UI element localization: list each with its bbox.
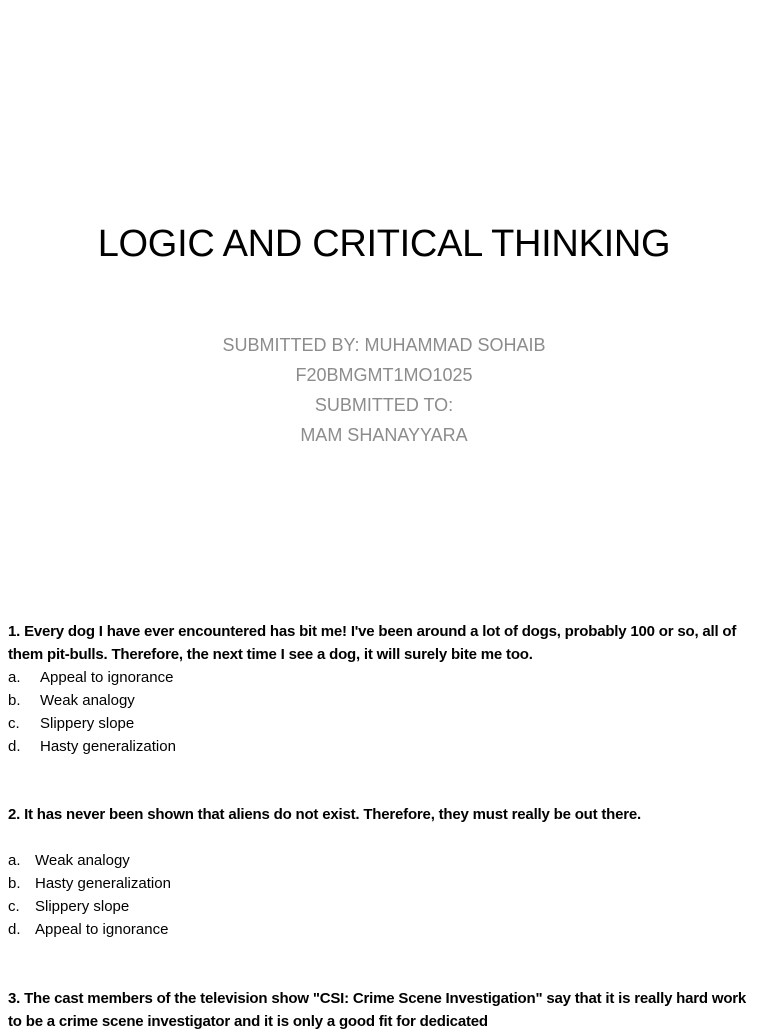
questions-page — [8, 620, 760, 1030]
submitted-by-line: SUBMITTED BY: MUHAMMAD SOHAIB — [222, 335, 546, 355]
submitted-to-line: SUBMITTED TO: — [314, 395, 454, 415]
option-item — [8, 895, 760, 918]
option-label: Slippery slope — [40, 715, 135, 732]
option-item — [8, 872, 760, 895]
question-2-text: 2. It has never been shown that aliens do not exist. Therefore, they must really be out there. — [8, 806, 642, 823]
question-2-options — [8, 849, 760, 941]
option-item — [8, 666, 760, 689]
question-3 — [8, 987, 760, 1033]
option-letter: d. — [8, 921, 21, 938]
option-letter: c. — [8, 715, 20, 732]
option-label: Weak analogy — [35, 852, 130, 869]
student-id-line: F20BMGMT1MO1025 — [295, 365, 473, 385]
option-item — [8, 712, 760, 735]
option-label: Slippery slope — [35, 898, 130, 915]
question-1-options — [8, 666, 760, 758]
question-3-text: 3. The cast members of the television show "CSI: Crime Scene Investigation" say that it is really hard work to be a crime scene investigator and it is only a good fit for dedicated — [8, 990, 747, 1030]
question-1 — [8, 620, 760, 758]
instructor-name-line: MAM SHANAYYARA — [300, 425, 468, 445]
subtitle-block — [0, 330, 768, 450]
page-title: LOGIC AND CRITICAL THINKING — [97, 223, 671, 265]
option-label: Weak analogy — [40, 692, 135, 709]
option-label: Appeal to ignorance — [35, 921, 169, 938]
option-letter: a. — [8, 852, 21, 869]
option-letter: d. — [8, 738, 21, 755]
option-letter: a. — [8, 669, 21, 686]
option-item — [8, 849, 760, 872]
option-item — [8, 735, 760, 758]
question-2 — [8, 803, 760, 941]
option-letter: c. — [8, 898, 20, 915]
option-label: Appeal to ignorance — [40, 669, 174, 686]
option-label: Hasty generalization — [40, 738, 176, 755]
option-letter: b. — [8, 692, 21, 709]
option-letter: b. — [8, 875, 21, 892]
option-item — [8, 918, 760, 941]
option-item — [8, 689, 760, 712]
option-label: Hasty generalization — [35, 875, 171, 892]
question-1-text: 1. Every dog I have ever encountered has bit me! I've been around a lot of dogs, probably 100 or so, all of them pit-bulls. Therefore, the next time I see a dog, it will surely bite me too. — [8, 623, 737, 663]
